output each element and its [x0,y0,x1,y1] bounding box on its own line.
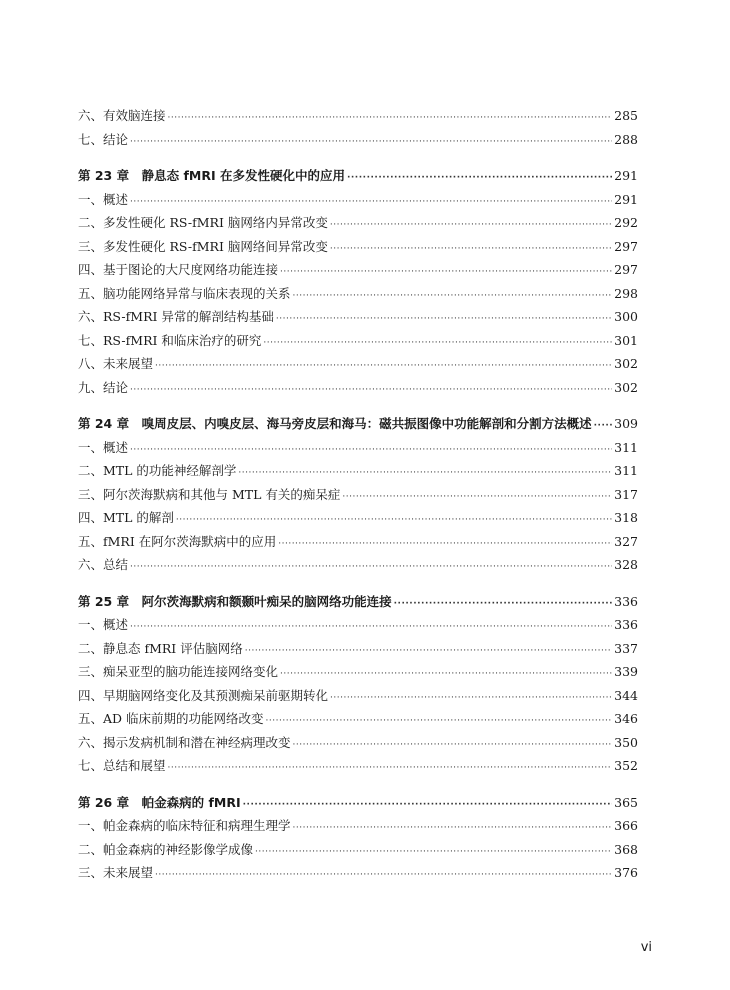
dot-leader [330,688,612,703]
dot-leader [263,333,612,348]
toc-entry-page: 327 [614,533,638,549]
toc-section-entry[interactable] [78,816,638,840]
toc-entry-page: 311 [614,463,638,478]
toc-entry-title: 第 23 章 静息态 fMRI 在多发性硬化中的应用 [78,168,345,183]
toc-entry-page: 350 [614,734,638,750]
toc-section-entry[interactable] [78,639,638,663]
dot-leader [255,842,612,857]
page-number: vi [640,940,652,955]
dot-leader [293,818,613,833]
toc-entry-title: 二、静息态 fMRI 评估脑网络 [78,640,243,656]
toc-entry-page: 297 [614,262,638,277]
toc-entry-page: 336 [614,617,638,632]
toc-entry-page: 352 [614,758,638,773]
toc-section-entry[interactable] [78,532,638,556]
toc-entry-page: 337 [614,640,638,656]
toc-entry-title: 第 25 章 阿尔茨海默病和额颞叶痴呆的脑网络功能连接 [78,593,392,609]
toc-section-entry[interactable] [78,106,638,130]
toc-entry-page: 376 [614,865,638,880]
toc-section-entry[interactable] [78,686,638,710]
toc-entry-page: 311 [614,439,638,455]
toc-section-entry[interactable] [78,733,638,757]
toc-entry-page: 298 [614,285,638,301]
toc-entry-title: 一、帕金森病的临床特征和病理生理学 [78,818,291,833]
toc-entry-page: 339 [614,664,638,679]
toc-section-entry[interactable] [78,260,638,284]
toc-section-entry[interactable] [78,213,638,237]
chapter-gap [78,579,638,592]
toc-entry-title: 六、有效脑连接 [78,108,166,123]
toc-chapter-entry[interactable] [78,166,638,190]
dot-leader [130,192,612,207]
toc-entry-page: 328 [614,557,638,572]
dot-leader [276,309,612,324]
toc-entry-page: 336 [614,593,638,609]
dot-leader [155,865,612,880]
toc-entry-title: 四、基于图论的大尺度网络功能连接 [78,262,279,277]
toc-section-entry[interactable] [78,863,638,887]
toc-entry-title: 一、概述 [78,617,129,632]
toc-entry-title: 四、MTL 的解剖 [78,510,174,525]
toc-entry-page: 288 [614,131,638,147]
toc-chapter-entry[interactable] [78,793,638,817]
toc-entry-page: 346 [614,711,638,726]
dot-leader [347,168,612,183]
dot-leader [130,380,612,395]
dot-leader [130,557,612,572]
toc-entry-title: 二、帕金森病的神经影像学成像 [78,841,254,857]
toc-entry-title: 九、结论 [78,379,129,395]
dot-leader [245,641,612,656]
toc-section-entry[interactable] [78,237,638,261]
toc-entry-title: 七、结论 [78,131,129,147]
toc-section-entry[interactable] [78,555,638,579]
toc-entry-page: 300 [614,309,638,324]
dot-leader [266,711,613,726]
table-of-contents [78,106,638,887]
toc-entry-title: 一、概述 [78,439,129,455]
dot-leader [278,534,612,549]
toc-entry-title: 二、多发性硬化 RS-fMRI 脑网络内异常改变 [78,215,328,230]
toc-entry-title: 五、脑功能网络异常与临床表现的关系 [78,285,291,301]
toc-entry-page: 292 [614,215,638,230]
toc-entry-page: 317 [614,486,638,502]
toc-entry-title: 三、痴呆亚型的脑功能连接网络变化 [78,664,279,679]
toc-entry-page: 285 [614,108,638,123]
dot-leader [280,664,612,679]
dot-leader [293,286,613,301]
toc-entry-title: 三、阿尔茨海默病和其他与 MTL 有关的痴呆症 [78,486,341,502]
dot-leader [155,356,612,371]
toc-entry-title: 六、RS-fMRI 异常的解剖结构基础 [78,309,274,324]
toc-entry-page: 309 [614,416,638,431]
toc-entry-title: 七、RS-fMRI 和临床治疗的研究 [78,332,262,348]
toc-entry-page: 368 [614,841,638,857]
toc-section-entry[interactable] [78,438,638,462]
dot-leader [330,239,612,254]
toc-entry-page: 291 [614,168,638,183]
dot-leader [130,132,612,147]
toc-entry-title: 六、揭示发病机制和潜在神经病理改变 [78,734,291,750]
dot-leader [176,510,612,525]
toc-entry-title: 第 24 章 嗅周皮层、内嗅皮层、海马旁皮层和海马：磁共振图像中功能解剖和分割方法概述 [78,416,592,431]
toc-entry-page: 297 [614,238,638,254]
dot-leader [168,758,613,773]
dot-leader [330,215,612,230]
toc-section-entry[interactable] [78,354,638,378]
toc-entry-page: 344 [614,687,638,703]
toc-entry-page: 318 [614,510,638,525]
toc-entry-page: 365 [614,794,638,810]
toc-entry-title: 第 26 章 帕金森病的 fMRI [78,794,241,810]
toc-entry-title: 二、MTL 的功能神经解剖学 [78,463,237,478]
toc-section-entry[interactable] [78,130,638,154]
toc-chapter-entry[interactable] [78,414,638,438]
toc-entry-page: 366 [614,818,638,833]
chapter-gap [78,780,638,793]
chapter-gap [78,401,638,414]
toc-entry-page: 302 [614,356,638,371]
toc-section-entry[interactable] [78,307,638,331]
dot-leader [394,594,613,609]
toc-entry-title: 六、总结 [78,557,129,572]
chapter-gap [78,153,638,166]
toc-section-entry[interactable] [78,331,638,355]
dot-leader [168,108,613,123]
dot-leader [293,735,613,750]
toc-section-entry[interactable] [78,662,638,686]
dot-leader [130,440,612,455]
toc-section-entry[interactable] [78,190,638,214]
toc-entry-title: 八、未来展望 [78,356,154,371]
toc-section-entry[interactable] [78,508,638,532]
dot-leader [594,416,613,431]
dot-leader [243,795,613,810]
dot-leader [238,463,612,478]
toc-entry-title: 三、未来展望 [78,865,154,880]
toc-entry-title: 三、多发性硬化 RS-fMRI 脑网络间异常改变 [78,238,328,254]
toc-section-entry[interactable] [78,378,638,402]
toc-entry-title: 一、概述 [78,191,129,207]
toc-entry-page: 291 [614,191,638,207]
toc-section-entry[interactable] [78,615,638,639]
toc-entry-title: 五、AD 临床前期的功能网络改变 [78,711,264,726]
toc-entry-title: 七、总结和展望 [78,758,166,773]
toc-entry-page: 302 [614,379,638,395]
toc-section-entry[interactable] [78,840,638,864]
dot-leader [130,617,612,632]
toc-section-entry[interactable] [78,284,638,308]
toc-entry-page: 301 [614,332,638,348]
dot-leader [342,487,612,502]
toc-section-entry[interactable] [78,485,638,509]
dot-leader [280,262,612,277]
toc-entry-title: 四、早期脑网络变化及其预测痴呆前驱期转化 [78,687,329,703]
toc-section-entry[interactable] [78,709,638,733]
toc-entry-title: 五、fMRI 在阿尔茨海默病中的应用 [78,533,277,549]
toc-section-entry[interactable] [78,756,638,780]
toc-chapter-entry[interactable] [78,592,638,616]
toc-section-entry[interactable] [78,461,638,485]
